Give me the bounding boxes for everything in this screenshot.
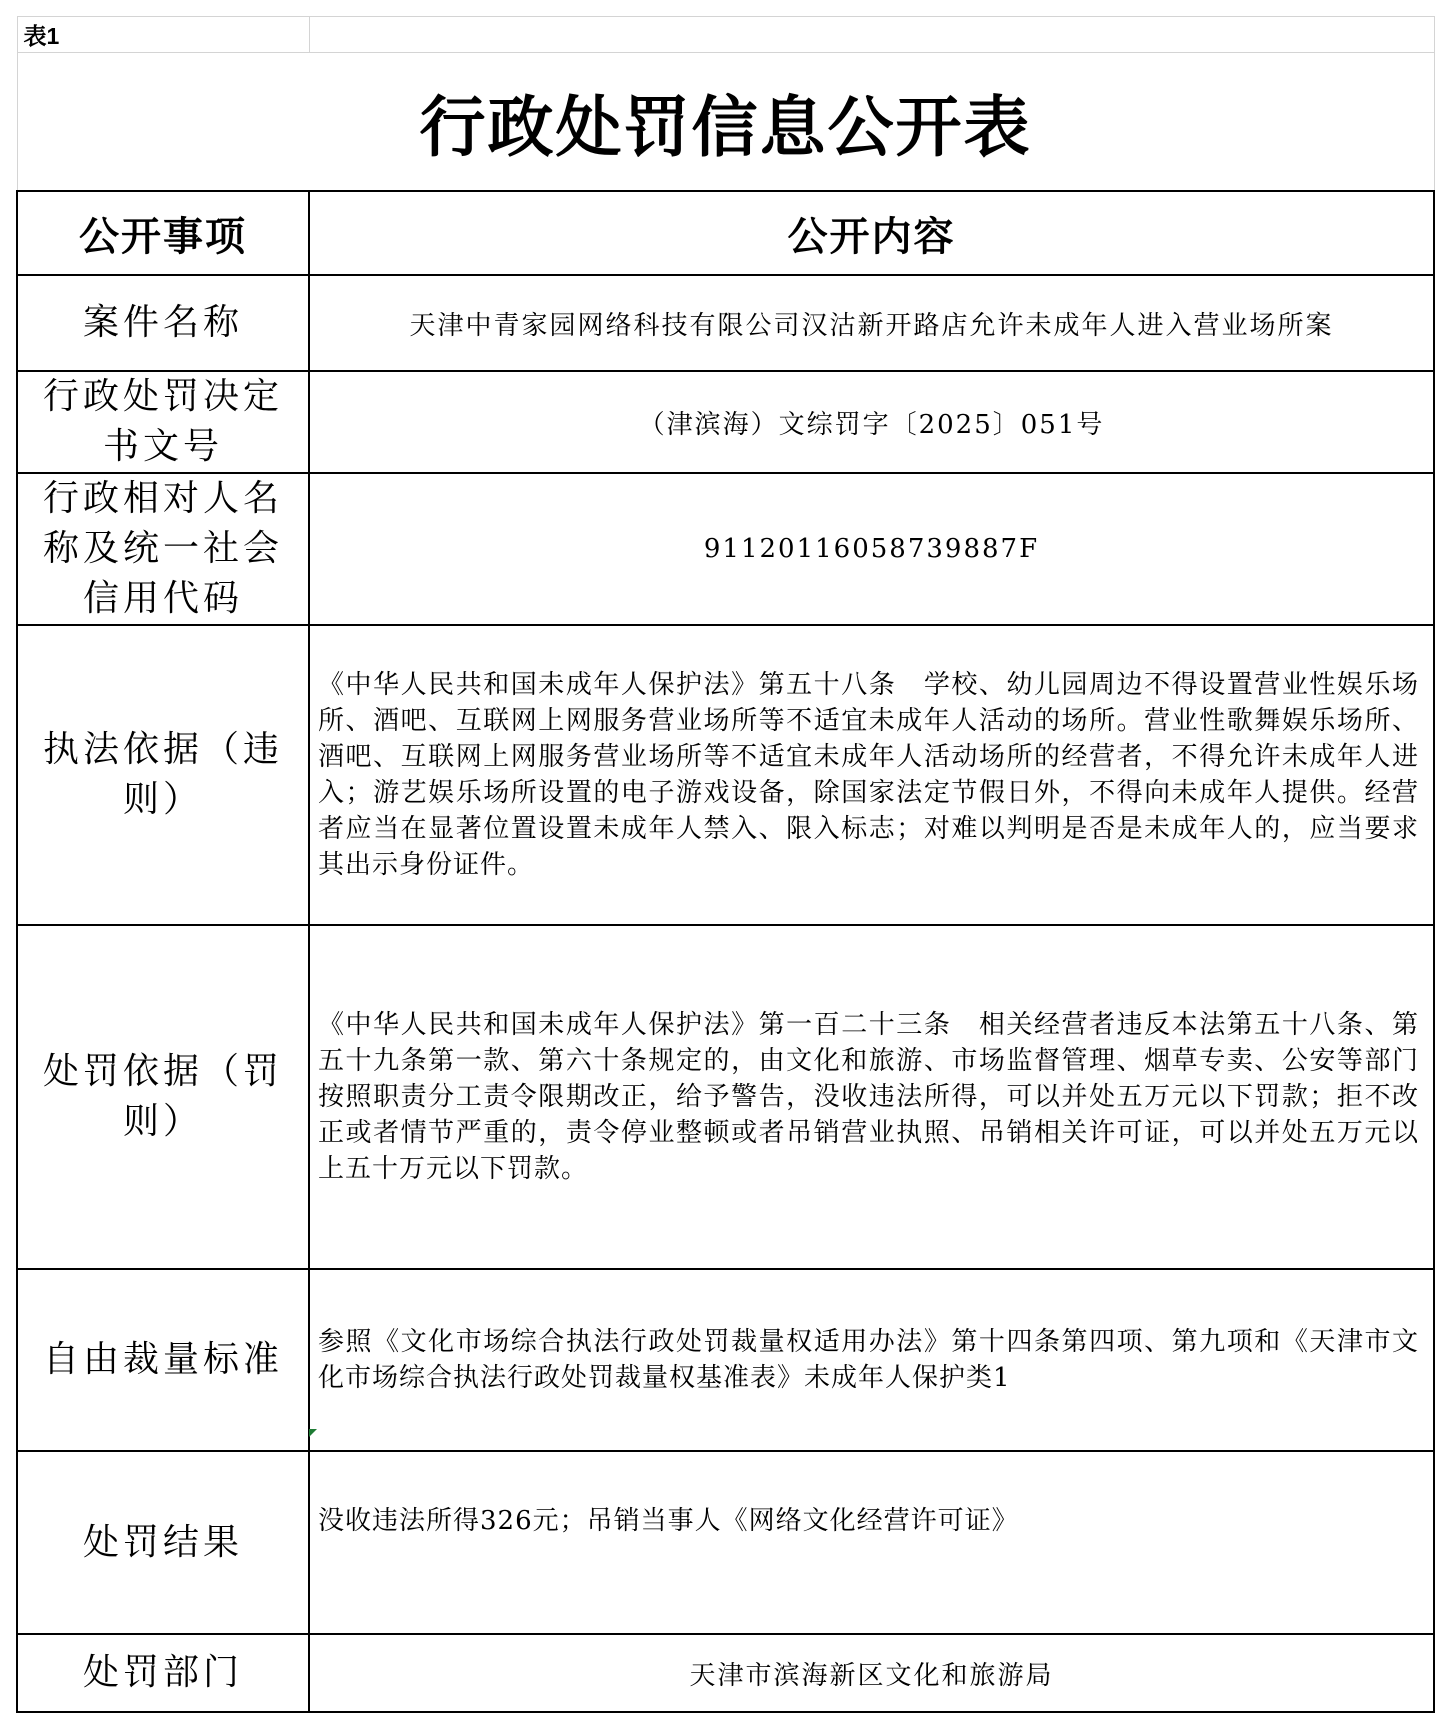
header-row [17,191,1434,275]
label-decision-number[interactable]: 行政处罚决定书文号 [17,371,309,473]
row-discretion-standard [17,1269,1434,1451]
label-case-name[interactable]: 案件名称 [17,275,309,371]
value-discretion-standard[interactable]: 参照《文化市场综合执法行政处罚裁量权适用办法》第十四条第四项、第九项和《天津市文化市场综合执法行政处罚裁量权基准表》未成年人保护类1 [309,1269,1434,1451]
sheet-tag[interactable]: 表1 [17,17,309,53]
row-decision-number [17,371,1434,473]
title-row [17,53,1434,192]
value-decision-number[interactable]: （津滨海）文综罚字〔2025〕051号 [309,371,1434,473]
sheet-tag-row [17,17,1434,53]
label-penalty-result[interactable]: 处罚结果 [17,1451,309,1634]
value-case-name[interactable]: 天津中青家园网络科技有限公司汉沽新开路店允许未成年人进入营业场所案 [309,275,1434,371]
header-content-column[interactable]: 公开内容 [309,191,1434,275]
row-penalty-basis [17,925,1434,1269]
label-party-credit-code[interactable]: 行政相对人名称及统一社会信用代码 [17,473,309,625]
row-party-credit-code [17,473,1434,625]
value-penalty-result-cell[interactable] [309,1451,1434,1634]
disclosure-table [16,16,1435,1713]
value-penalty-department[interactable]: 天津市滨海新区文化和旅游局 [309,1634,1434,1712]
row-legal-basis-violation [17,625,1434,925]
value-penalty-result: 没收违法所得326元；吊销当事人《网络文化经营许可证》 [318,1505,1019,1536]
value-penalty-basis[interactable]: 《中华人民共和国未成年人保护法》第一百二十三条 相关经营者违反本法第五十八条、第五十九条第一款、第六十条规定的，由文化和旅游、市场监督管理、烟草专卖、公安等部门按照职责分工责令限期改正，给予警告，没收违法所得，可以并处五万元以下罚款；拒不改正或者情节严重的，责令停业整顿或者吊销营业执照、吊销相关许可证，可以并处五万元以上五十万元以下罚款。 [309,925,1434,1269]
header-item-column[interactable]: 公开事项 [17,191,309,275]
value-party-credit-code[interactable]: 91120116058739887F [309,473,1434,625]
page-title[interactable]: 行政处罚信息公开表 [17,53,1434,192]
label-penalty-basis[interactable]: 处罚依据（罚则） [17,925,309,1269]
label-discretion-standard[interactable]: 自由裁量标准 [17,1269,309,1451]
label-penalty-department[interactable]: 处罚部门 [17,1634,309,1712]
row-case-name [17,275,1434,371]
cell-comment-marker [309,1429,317,1437]
empty-cell[interactable] [309,17,1434,53]
label-legal-basis-violation[interactable]: 执法依据（违则） [17,625,309,925]
row-penalty-result [17,1451,1434,1634]
value-legal-basis-violation[interactable]: 《中华人民共和国未成年人保护法》第五十八条 学校、幼儿园周边不得设置营业性娱乐场所、酒吧、互联网上网服务营业场所等不适宜未成年人活动的场所。营业性歌舞娱乐场所、酒吧、互联网上网服务营业场所等不适宜未成年人活动场所的经营者，不得允许未成年人进入；游艺娱乐场所设置的电子游戏设备，除国家法定节假日外，不得向未成年人提供。经营者应当在显著位置设置未成年人禁入、限入标志；对难以判明是否是未成年人的，应当要求其出示身份证件。 [309,625,1434,925]
row-penalty-department [17,1634,1434,1712]
